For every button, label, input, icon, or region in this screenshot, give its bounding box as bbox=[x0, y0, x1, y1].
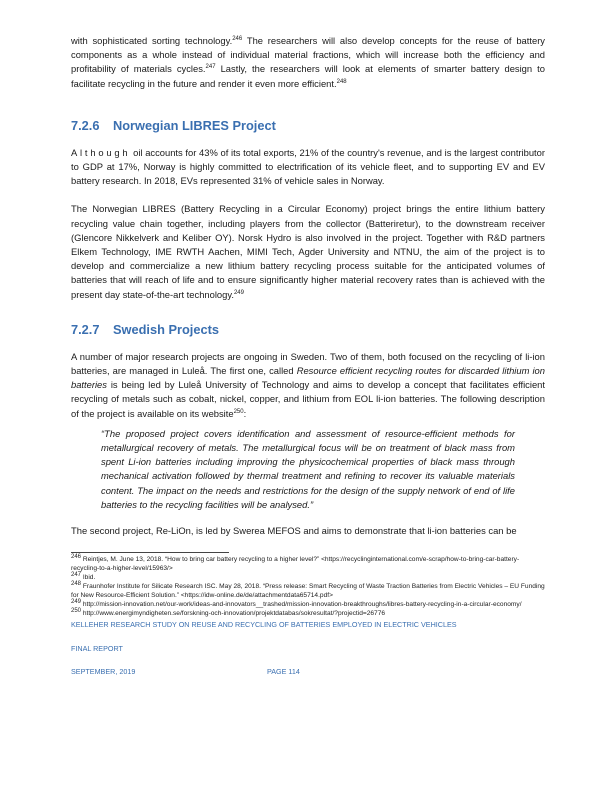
section-heading-swedish bbox=[71, 322, 545, 338]
footnote-number: 246 bbox=[71, 554, 82, 561]
footnote-text: Ibid. bbox=[81, 574, 96, 582]
footer-report-label: FINAL REPORT bbox=[71, 643, 123, 653]
swedish-paragraph-1 bbox=[71, 350, 545, 421]
footnote-number: 247 bbox=[71, 571, 82, 578]
paragraph-text: oil accounts for 43% of its total exports, 21% of the country's revenue, and is the largest contributor to GDP at 17%, Norway is highly committed to electrification of its vehicle fleet, and to supporting EV and EV battery research. In 2018, EVs represented 31% of vehicle sales in Norway. bbox=[71, 146, 545, 187]
footnote-ref[interactable]: 246 bbox=[232, 35, 243, 42]
libres-paragraph-1 bbox=[71, 146, 545, 189]
footnote-text: Reintjes, M. June 13, 2018. “How to bring car battery recycling to a higher level?” <https://recyclinginternational.com/e-scrap/how-to-bring-car-battery-recycling-to-a-higher-level/15963/> bbox=[71, 556, 520, 573]
page-number: PAGE 114 bbox=[267, 666, 300, 676]
section-title: Swedish Projects bbox=[113, 321, 219, 337]
document-page bbox=[71, 34, 545, 676]
section-heading-libres bbox=[71, 118, 545, 134]
footnote-divider bbox=[71, 552, 229, 553]
footnote-ref[interactable]: 250 bbox=[233, 408, 244, 415]
footnote-ref[interactable]: 247 bbox=[205, 64, 216, 71]
paragraph-text: A number of major research projects are ongoing in Sweden. Two of them, both focused on the recycling of li-ion batteries, are managed in Luleå. The first one, called bbox=[71, 350, 545, 377]
section-number: 7.2.6 bbox=[71, 117, 100, 133]
footnote-text: http://mission-innovation.net/our-work/ideas-and-innovators__trashed/mission-innovation-breakthroughs/libres-battery-recycling-in-a-circular-economy/ bbox=[81, 600, 522, 608]
footnote-number: 248 bbox=[71, 580, 82, 587]
footer-date: SEPTEMBER, 2019 bbox=[71, 666, 136, 676]
intro-text: with sophisticated sorting technology. bbox=[71, 35, 233, 46]
footnote-ref[interactable]: 249 bbox=[233, 289, 244, 296]
footnote-item bbox=[71, 556, 545, 574]
intro-text: The researchers will also develop concepts for the reuse of battery components as a whole instead of individual material fractions, which will increase both the efficiency and profitability of materials cycles. bbox=[71, 35, 545, 75]
swedish-paragraph-2 bbox=[71, 524, 545, 538]
footnote-number: 249 bbox=[71, 598, 82, 605]
footnote-item bbox=[71, 580, 545, 601]
footnote-ref[interactable]: 248 bbox=[336, 78, 347, 85]
footnotes bbox=[71, 556, 545, 618]
project-name: Resource efficient recycling routes for discarded lithium ion batteries bbox=[71, 365, 545, 391]
libres-paragraph-2 bbox=[71, 202, 545, 301]
footnote-item bbox=[71, 598, 545, 610]
section-number: 7.2.7 bbox=[71, 321, 100, 337]
footnote-text: Fraunhofer Institute for Silicate Research ISC. May 28, 2018. “Press release: Smart Recycling of Waste Traction Batteries from Electric Vehicles – EU Funding for New Resource-Efficient Solution.” <https://idw-online.de/de/attachmentdata65714.pdf> bbox=[71, 583, 545, 599]
section-title: Norwegian LIBRES Project bbox=[113, 117, 276, 133]
paragraph-text: is being led by Luleå University of Technology and aims to develop a concept that facilitates efficient recycling of metals such as cobalt, nickel, copper, and lithium from EOL li-ion batteries. The following description of the project is available on its website bbox=[71, 379, 545, 419]
project-quote: “The proposed project covers identification and assessment of resource-efficient methods for metallurgical recovery of metals. The metallurgical focus will be on treatment of black mass from spent Li-ion batteries including improving the physicochemical properties of black mass through mechanical activation followed by thermal treatment and refining to recover its valuable materials content. The impact on the needs and restrictions for the design of the supply network of end of life batteries to the recycling facilities will be analysed.” bbox=[101, 427, 515, 510]
footnote-item bbox=[71, 607, 545, 619]
intro-paragraph bbox=[71, 34, 545, 91]
intro-text: Lastly, the researchers will look at elements of smarter battery design to facilitate recycling in the future and render it even more efficient. bbox=[71, 63, 545, 89]
footer-title: KELLEHER RESEARCH STUDY ON REUSE AND RECYCLING OF BATTERIES EMPLOYED IN ELECTRIC VEHICLES bbox=[71, 619, 457, 629]
paragraph-text: : bbox=[243, 407, 247, 419]
paragraph-text: The Norwegian LIBRES (Battery Recycling in a Circular Economy) project brings the entire lithium battery recycling value chain together, including players from the collector (Batteriretur), to the downstream receiver (Glencore Nikkelverk and Keliber OY). Norsk Hydro is also involved in the project. Together with R&D partners Elkem Technology, IME RWTH Aachen, MIMI Tech, Agder University and NTNU, the aim of the project is to develop and commercialize a new lithium battery recycling process suitable for the anticipated volumes of batteries that will reach of life and to ensure significantly higher material recovery rates than is achieved with the present day state-of-the-art technology. bbox=[71, 203, 545, 300]
paragraph-text: The second project, Re-LiOn, is led by Swerea MEFOS and aims to demonstrate that li-ion batteries can be bbox=[71, 525, 517, 537]
footnote-text: http://www.energimyndigheten.se/forskning-och-innovation/projektdatabas/sokresultat/?projectid=26776 bbox=[81, 609, 386, 617]
lead-word: Although bbox=[71, 146, 131, 158]
footnote-item bbox=[71, 571, 545, 583]
footnote-number: 250 bbox=[71, 607, 82, 614]
footer-row bbox=[71, 667, 545, 676]
